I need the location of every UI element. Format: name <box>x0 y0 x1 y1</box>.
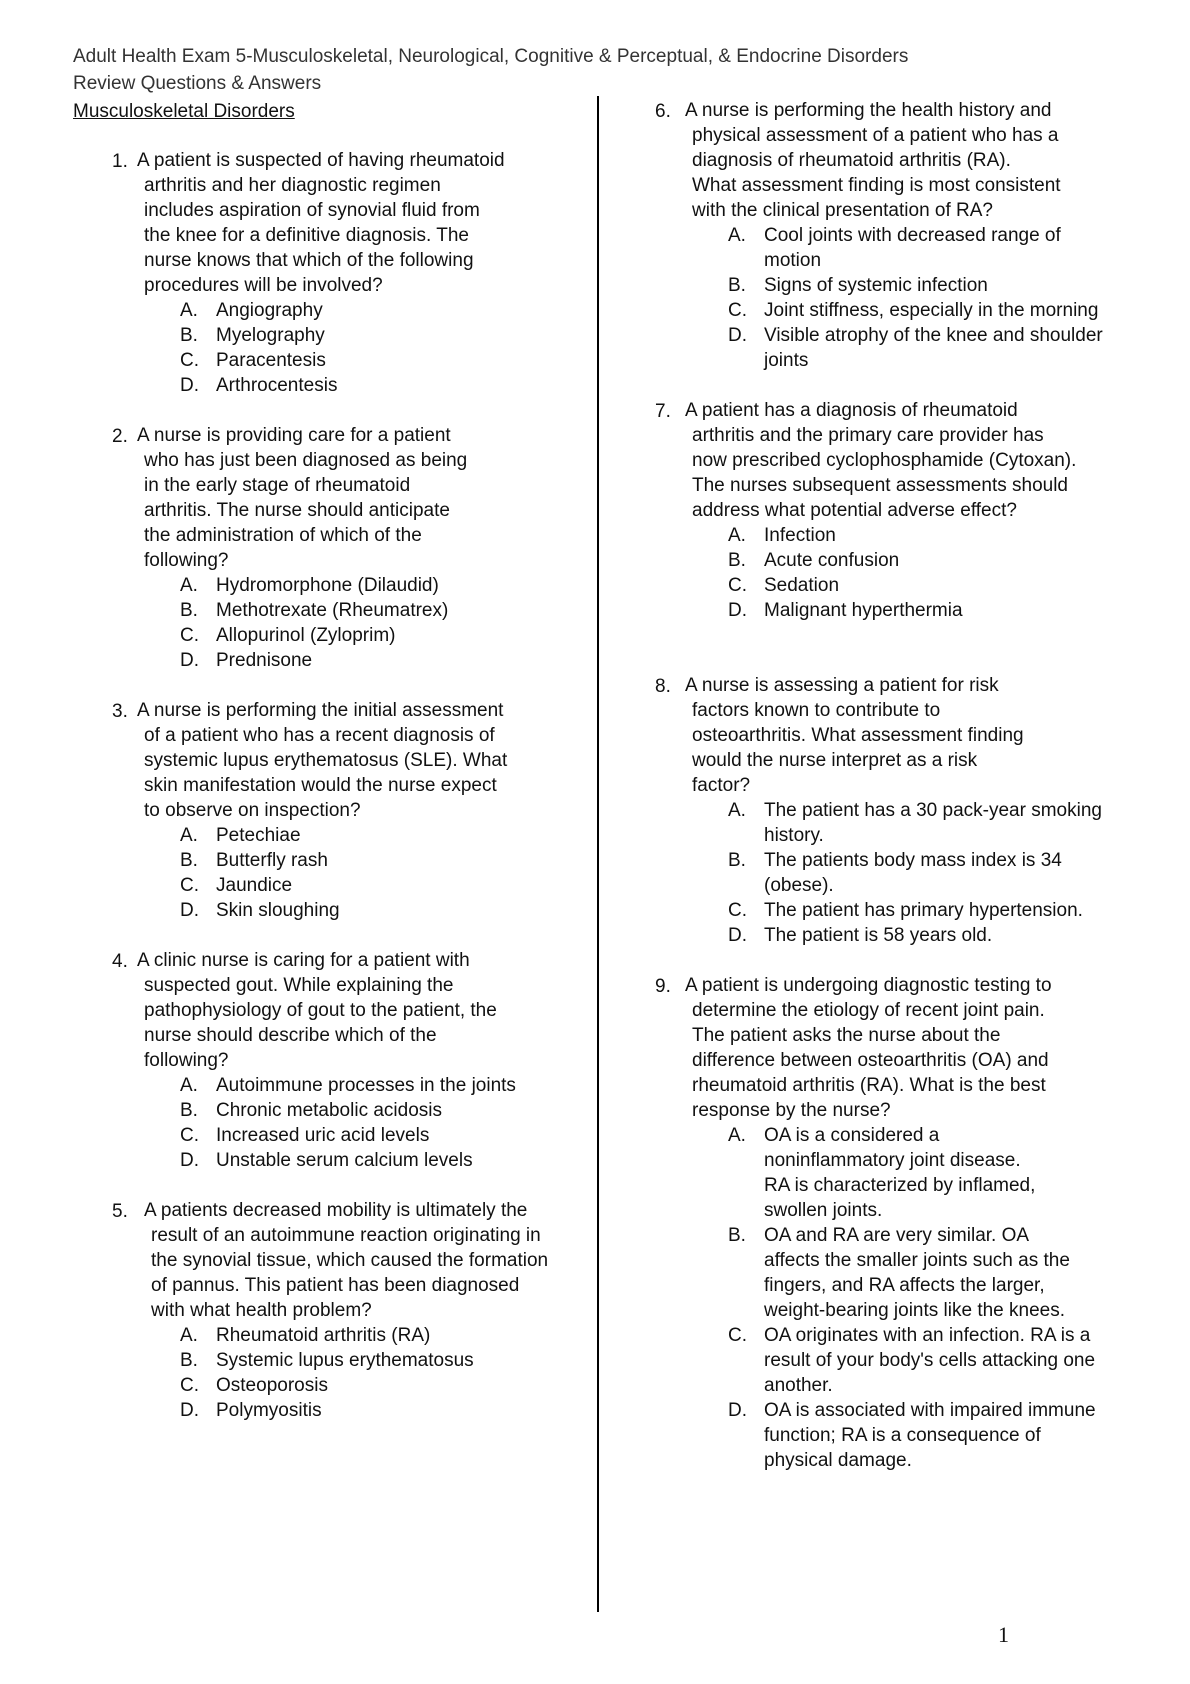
option-text: Unstable serum calcium levels <box>216 1150 473 1171</box>
option-text: OA originates with an infection. RA is a result of your body's cells attacking one another. <box>764 1325 1096 1396</box>
answer-option <box>180 598 580 623</box>
option-letter: D. <box>728 325 747 346</box>
option-text: Chronic metabolic acidosis <box>216 1100 442 1121</box>
question-number: 6. <box>655 101 671 122</box>
question-text: A nurse is assessing a patient for risk factors known to contribute to osteoarthritis. What assessment finding would the nurse interpret as a risk factor? <box>685 675 1024 796</box>
question-number: 8. <box>655 676 671 697</box>
answer-option <box>728 798 1148 848</box>
answer-option <box>180 623 580 648</box>
option-letter: D. <box>180 375 199 396</box>
answer-options <box>180 573 580 673</box>
option-text: Visible atrophy of the knee and shoulder joints <box>764 325 1103 371</box>
document-subtitle: Review Questions & Answers <box>73 73 322 94</box>
answer-option <box>728 223 1148 273</box>
option-text: Hydromorphone (Dilaudid) <box>216 575 439 596</box>
question-text: A nurse is performing the health history and physical assessment of a patient who has a diagnosis of rheumatoid arthritis (RA). What assessment finding is most consistent with the clinical presentation of RA? <box>685 100 1061 221</box>
answer-option <box>180 1148 580 1173</box>
answer-option <box>180 873 580 898</box>
option-letter: B. <box>728 275 746 296</box>
question-text: A patient is suspected of having rheumatoid arthritis and her diagnostic regimen includes aspiration of synovial fluid from the knee for a definitive diagnosis. The nurse knows that which of the following procedures will be involved? <box>137 150 505 296</box>
option-letter: A. <box>728 525 746 546</box>
option-letter: B. <box>180 600 198 621</box>
option-text: Increased uric acid levels <box>216 1125 430 1146</box>
option-letter: C. <box>728 1325 747 1346</box>
answer-option <box>728 523 1148 548</box>
answer-options <box>180 1323 580 1423</box>
answer-option <box>180 1398 580 1423</box>
answer-option <box>180 573 580 598</box>
option-text: Arthrocentesis <box>216 375 338 396</box>
answer-option <box>728 1123 1148 1223</box>
option-text: Jaundice <box>216 875 293 896</box>
option-letter: C. <box>728 575 747 596</box>
option-text: The patient has primary hypertension. <box>764 900 1083 921</box>
option-text: The patients body mass index is 34 (obese). <box>764 850 1062 896</box>
answer-option <box>180 323 580 348</box>
option-text: Cool joints with decreased range of motion <box>764 225 1061 271</box>
option-text: Rheumatoid arthritis (RA) <box>216 1325 431 1346</box>
question-text: A nurse is providing care for a patient who has just been diagnosed as being in the early stage of rheumatoid arthritis. The nurse should anticipate the administration of which of the following? <box>137 425 468 571</box>
answer-option <box>728 273 1148 298</box>
option-text: Joint stiffness, especially in the morning <box>764 300 1099 321</box>
option-letter: A. <box>180 1325 198 1346</box>
answer-option <box>728 1398 1148 1473</box>
answer-option <box>728 898 1148 923</box>
option-letter: C. <box>180 875 199 896</box>
option-letter: C. <box>728 900 747 921</box>
option-letter: D. <box>180 1400 199 1421</box>
option-letter: B. <box>180 1350 198 1371</box>
answer-option <box>728 923 1148 948</box>
option-text: Paracentesis <box>216 350 326 371</box>
answer-options <box>728 523 1148 623</box>
option-letter: C. <box>180 625 199 646</box>
option-text: OA and RA are very similar. OA affects the smaller joints such as the fingers, and RA affects the larger, weight-bearing joints like the knees. <box>764 1225 1070 1321</box>
answer-option <box>728 298 1148 323</box>
option-letter: B. <box>180 1100 198 1121</box>
question-number: 7. <box>655 401 671 422</box>
answer-option <box>180 298 580 323</box>
option-letter: B. <box>180 325 198 346</box>
answer-option <box>728 1223 1148 1323</box>
option-letter: A. <box>180 300 198 321</box>
answer-option <box>728 573 1148 598</box>
option-letter: C. <box>728 300 747 321</box>
question-text: A clinic nurse is caring for a patient with suspected gout. While explaining the pathophysiology of gout to the patient, the nurse should describe which of the following? <box>137 950 497 1071</box>
option-letter: C. <box>180 1125 199 1146</box>
question-text: A nurse is performing the initial assessment of a patient who has a recent diagnosis of systemic lupus erythematosus (SLE). What skin manifestation would the nurse expect to observe on inspection? <box>137 700 508 821</box>
answer-options <box>728 223 1148 373</box>
option-letter: A. <box>180 825 198 846</box>
option-letter: B. <box>180 850 198 871</box>
section-title: Musculoskeletal Disorders <box>73 101 295 122</box>
document-title: Adult Health Exam 5-Musculoskeletal, Neurological, Cognitive & Perceptual, & Endocrine Disorders <box>73 46 909 67</box>
answer-options <box>180 298 580 398</box>
answer-option <box>180 648 580 673</box>
answer-options <box>728 798 1148 948</box>
option-text: Malignant hyperthermia <box>764 600 963 621</box>
option-text: Methotrexate (Rheumatrex) <box>216 600 449 621</box>
option-letter: C. <box>180 1375 199 1396</box>
option-text: Prednisone <box>216 650 313 671</box>
answer-option <box>728 598 1148 623</box>
answer-option <box>180 1373 580 1398</box>
answer-option <box>180 848 580 873</box>
option-text: OA is associated with impaired immune function; RA is a consequence of physical damage. <box>764 1400 1096 1471</box>
question-number: 5. <box>112 1201 128 1222</box>
answer-option <box>728 1323 1148 1398</box>
option-letter: D. <box>180 650 199 671</box>
option-letter: D. <box>180 1150 199 1171</box>
answer-option <box>180 1098 580 1123</box>
answer-option <box>180 373 580 398</box>
option-letter: B. <box>728 850 746 871</box>
option-letter: A. <box>728 800 746 821</box>
option-letter: A. <box>728 225 746 246</box>
option-text: OA is a considered a noninflammatory joint disease. RA is characterized by inflamed, swollen joints. <box>764 1125 1036 1221</box>
answer-option <box>728 548 1148 573</box>
answer-option <box>180 823 580 848</box>
page-number: 1 <box>998 1622 1009 1647</box>
option-text: The patient is 58 years old. <box>764 925 993 946</box>
option-text: Polymyositis <box>216 1400 322 1421</box>
option-text: Allopurinol (Zyloprim) <box>216 625 396 646</box>
option-letter: D. <box>180 900 199 921</box>
answer-option <box>180 1323 580 1348</box>
answer-option <box>180 898 580 923</box>
answer-option <box>180 1348 580 1373</box>
question-number: 1. <box>112 151 128 172</box>
question-text: A patient has a diagnosis of rheumatoid arthritis and the primary care provider has now prescribed cyclophosphamide (Cytoxan). The nurses subsequent assessments should address what potential adverse effect? <box>685 400 1077 521</box>
answer-option <box>180 1073 580 1098</box>
option-letter: A. <box>180 575 198 596</box>
answer-option <box>180 1123 580 1148</box>
answer-options <box>728 1123 1148 1473</box>
question-number: 4. <box>112 951 128 972</box>
column-divider <box>597 96 599 1612</box>
answer-options <box>180 1073 580 1173</box>
option-letter: D. <box>728 600 747 621</box>
option-text: Angiography <box>216 300 323 321</box>
option-text: Acute confusion <box>764 550 900 571</box>
question-number: 9. <box>655 976 671 997</box>
option-text: Systemic lupus erythematosus <box>216 1350 474 1371</box>
option-text: Sedation <box>764 575 840 596</box>
option-text: Skin sloughing <box>216 900 340 921</box>
option-text: Butterfly rash <box>216 850 328 871</box>
option-text: Osteoporosis <box>216 1375 328 1396</box>
option-letter: C. <box>180 350 199 371</box>
option-letter: A. <box>728 1125 746 1146</box>
option-letter: A. <box>180 1075 198 1096</box>
question-text: A patient is undergoing diagnostic testing to determine the etiology of recent joint pain. The patient asks the nurse about the difference between osteoarthritis (OA) and rheumatoid arthritis (RA). What is the best response by the nurse? <box>685 975 1052 1121</box>
option-text: The patient has a 30 pack-year smoking history. <box>764 800 1102 846</box>
answer-option <box>180 348 580 373</box>
option-text: Petechiae <box>216 825 301 846</box>
option-text: Autoimmune processes in the joints <box>216 1075 516 1096</box>
answer-option <box>728 848 1148 898</box>
option-letter: D. <box>728 1400 747 1421</box>
option-letter: B. <box>728 550 746 571</box>
option-text: Signs of systemic infection <box>764 275 988 296</box>
question-text: A patients decreased mobility is ultimately the result of an autoimmune reaction originating in the synovial tissue, which caused the formation of pannus. This patient has been diagnosed with what health problem? <box>144 1200 549 1321</box>
question-number: 2. <box>112 426 128 447</box>
option-letter: B. <box>728 1225 746 1246</box>
option-text: Infection <box>764 525 836 546</box>
answer-options <box>180 823 580 923</box>
option-letter: D. <box>728 925 747 946</box>
option-text: Myelography <box>216 325 325 346</box>
question-number: 3. <box>112 701 128 722</box>
answer-option <box>728 323 1148 373</box>
